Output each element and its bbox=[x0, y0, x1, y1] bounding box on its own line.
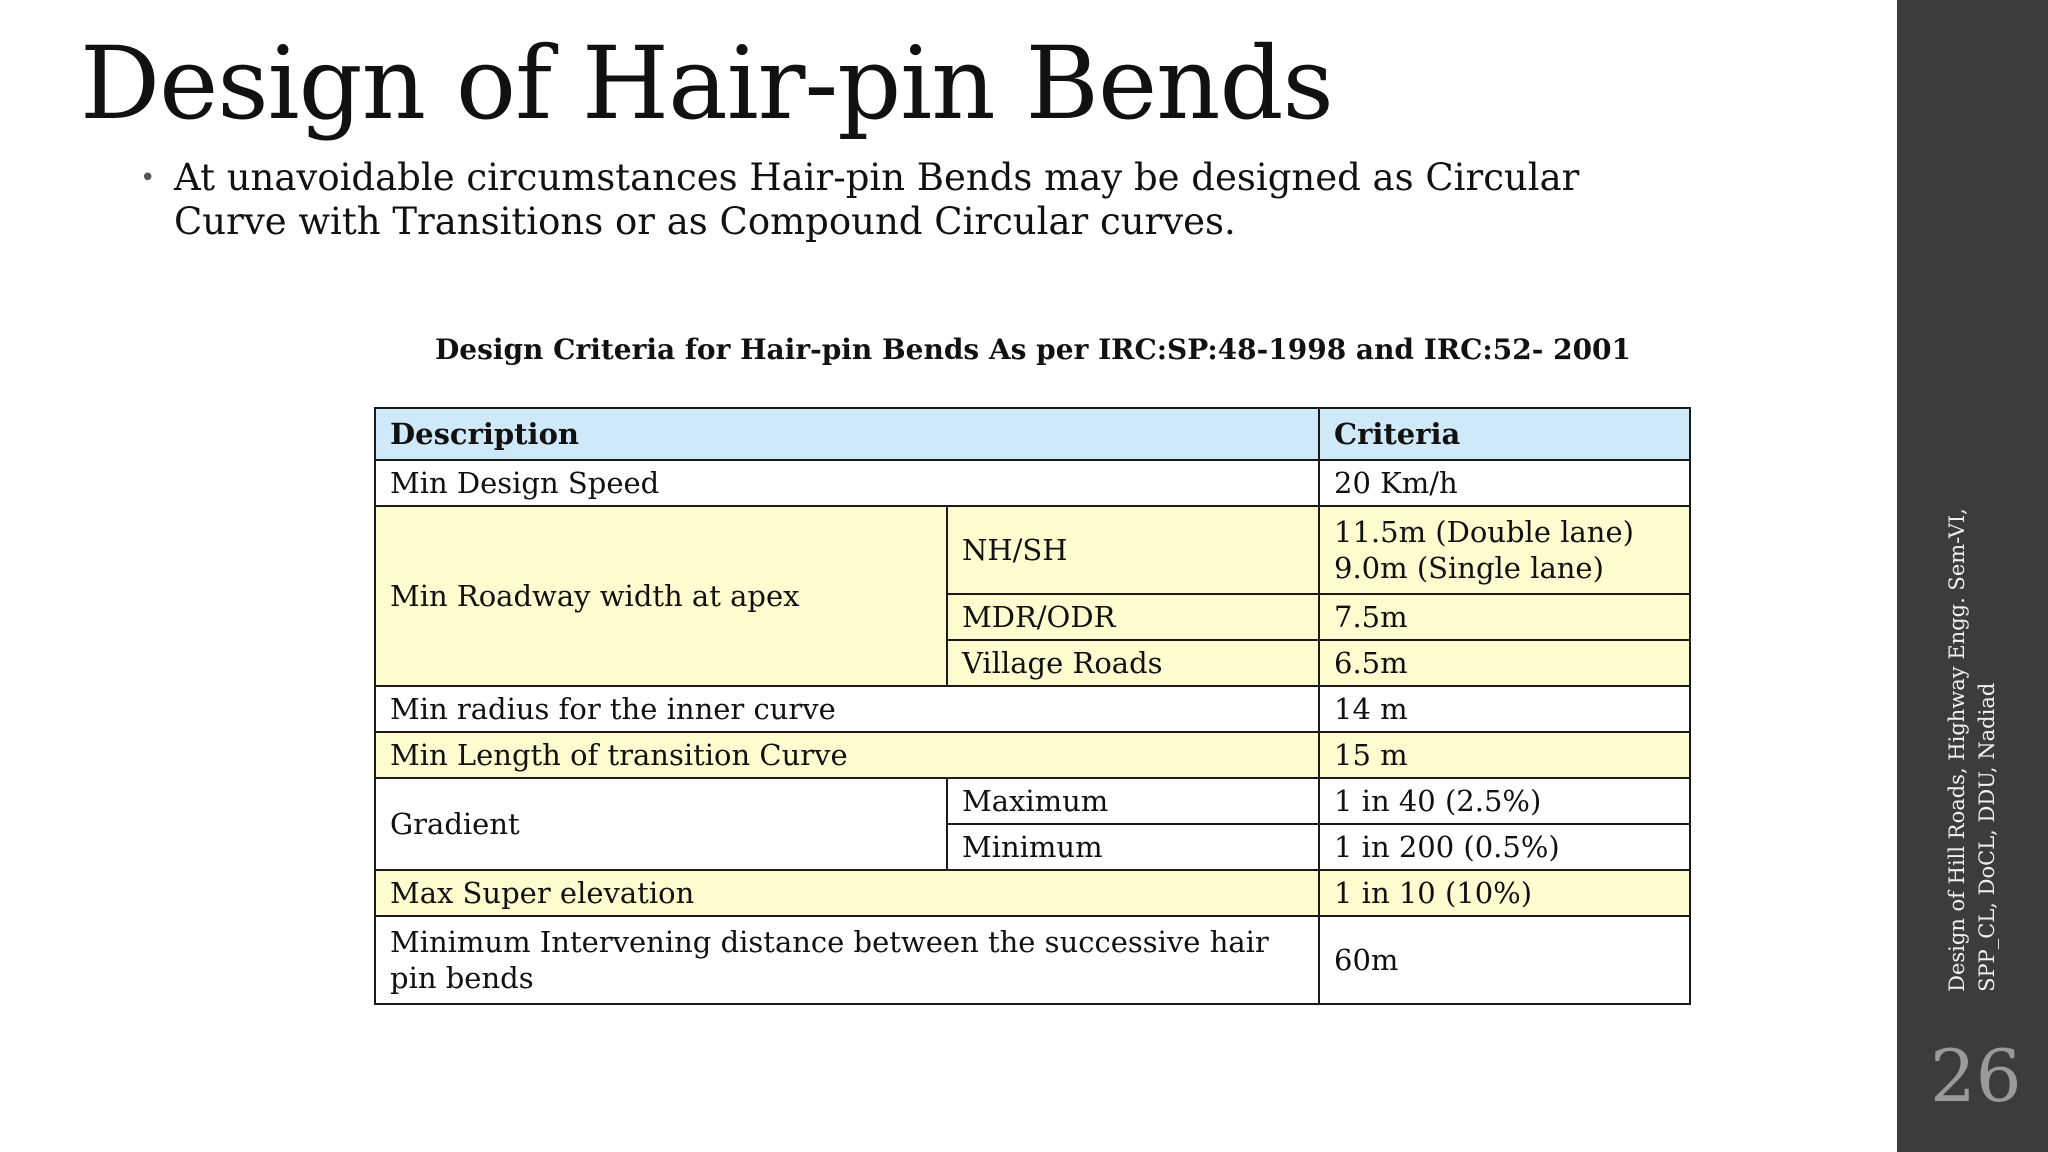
table-header-row bbox=[375, 408, 1690, 460]
table-row bbox=[375, 460, 1690, 506]
row-value: 6.5m bbox=[1319, 640, 1690, 686]
row-label: Min Design Speed bbox=[375, 460, 1319, 506]
design-criteria-table bbox=[374, 407, 1691, 1005]
bullet-item bbox=[140, 156, 1580, 244]
table-row bbox=[375, 686, 1690, 732]
row-value: 60m bbox=[1319, 916, 1690, 1004]
row-sublabel: MDR/ODR bbox=[947, 594, 1319, 640]
row-sublabel: Minimum bbox=[947, 824, 1319, 870]
row-value: 1 in 10 (10%) bbox=[1319, 870, 1690, 916]
row-label: Min Roadway width at apex bbox=[375, 506, 947, 686]
header-description: Description bbox=[375, 408, 1319, 460]
value-line: 9.0m (Single lane) bbox=[1334, 551, 1604, 585]
row-value: 7.5m bbox=[1319, 594, 1690, 640]
table-row bbox=[375, 732, 1690, 778]
table-row bbox=[375, 870, 1690, 916]
row-label: Minimum Intervening distance between the successive hair pin bends bbox=[375, 916, 1319, 1004]
table-row bbox=[375, 916, 1690, 1004]
value-line: 11.5m (Double lane) bbox=[1334, 515, 1634, 549]
row-sublabel: Village Roads bbox=[947, 640, 1319, 686]
page-number: 26 bbox=[1930, 1034, 2022, 1118]
table-caption: Design Criteria for Hair-pin Bends As per IRC:SP:48-1998 and IRC:52- 2001 bbox=[434, 333, 1632, 366]
header-criteria: Criteria bbox=[1319, 408, 1690, 460]
row-label: Min radius for the inner curve bbox=[375, 686, 1319, 732]
row-sublabel: NH/SH bbox=[947, 506, 1319, 594]
row-label: Gradient bbox=[375, 778, 947, 870]
row-sublabel: Maximum bbox=[947, 778, 1319, 824]
footer-text bbox=[1942, 508, 2002, 992]
row-label: Min Length of transition Curve bbox=[375, 732, 1319, 778]
footer-line: Design of Hill Roads, Highway Engg. Sem-VI, bbox=[1945, 508, 1969, 992]
row-value bbox=[1319, 506, 1690, 594]
table-row bbox=[375, 506, 1690, 594]
row-value: 20 Km/h bbox=[1319, 460, 1690, 506]
footer-line: SPP_CL, DoCL, DDU, Nadiad bbox=[1975, 682, 1999, 992]
row-value: 1 in 200 (0.5%) bbox=[1319, 824, 1690, 870]
bullet-dot-icon: • bbox=[140, 163, 156, 193]
row-value: 14 m bbox=[1319, 686, 1690, 732]
row-value: 15 m bbox=[1319, 732, 1690, 778]
bullet-text: At unavoidable circumstances Hair-pin Bends may be designed as Circular Curve with Transitions or as Compound Circular curves. bbox=[174, 156, 1580, 243]
row-label: Max Super elevation bbox=[375, 870, 1319, 916]
table-row bbox=[375, 778, 1690, 824]
slide-title: Design of Hair-pin Bends bbox=[80, 25, 1333, 142]
row-value: 1 in 40 (2.5%) bbox=[1319, 778, 1690, 824]
